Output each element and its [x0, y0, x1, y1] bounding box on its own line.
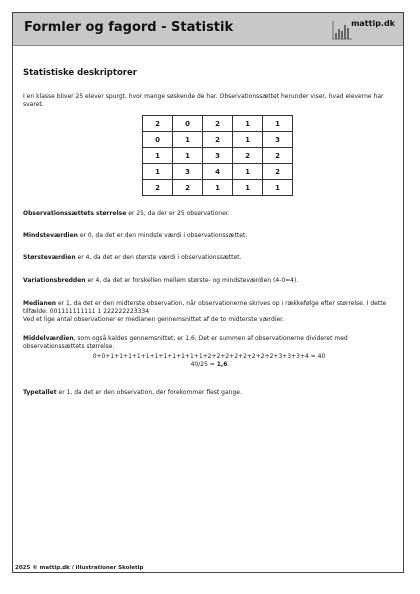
table-cell: 1 [233, 180, 263, 196]
table-cell: 2 [173, 180, 203, 196]
header-bar [13, 13, 403, 46]
mean-result-value: 1,6 [216, 361, 228, 368]
table-cell: 2 [263, 148, 293, 164]
table-cell: 1 [263, 180, 293, 196]
definition-mode [23, 389, 395, 397]
table-cell: 2 [143, 180, 173, 196]
term-max: Størsteværdien [23, 254, 76, 261]
term-min: Mindsteværdien [23, 232, 78, 239]
term-median: Medianen [23, 300, 57, 307]
table-cell: 3 [203, 148, 233, 164]
table-cell: 2 [143, 116, 173, 132]
term-range: Variationsbredden [23, 277, 86, 284]
table-cell: 1 [233, 164, 263, 180]
median-note: Ved et lige antal observationer er medianen gennemsnittet af de to midterste værdier. [23, 316, 284, 323]
observation-table [142, 115, 293, 196]
mean-calculation: 0+0+1+1+1+1+1+1+1+1+1+1+1+2+2+2+2+2+2+2+2+3+3+3+4 = 40 [92, 353, 326, 360]
definition-max [23, 254, 395, 262]
definition-range [23, 277, 395, 285]
definition-text: er 25, da der er 25 observationer. [126, 210, 230, 217]
table-cell: 1 [263, 116, 293, 132]
table-cell: 2 [203, 116, 233, 132]
mean-result-prefix: 40/25 = [190, 361, 217, 368]
table-cell: 1 [173, 132, 203, 148]
table-cell: 1 [143, 148, 173, 164]
table-cell: 2 [203, 132, 233, 148]
table-row [143, 148, 293, 164]
table-cell: 1 [203, 180, 233, 196]
term-mean: Middelværdien [23, 335, 74, 342]
table-cell: 2 [233, 148, 263, 164]
table-row [143, 164, 293, 180]
definition-text: er 4, da det er den største værdi i observationssættet. [75, 254, 242, 261]
footer-credit: 2025 © mattip.dk / illustrationer Skoletip [15, 565, 144, 571]
definition-median [23, 300, 395, 324]
table-cell: 1 [143, 164, 173, 180]
table-cell: 3 [263, 132, 293, 148]
definition-text: er 0, da det er den mindste værdi i observationssættet. [77, 232, 248, 239]
table-cell: 1 [233, 116, 263, 132]
table-row [143, 132, 293, 148]
table-cell: 2 [263, 164, 293, 180]
definition-mean [23, 335, 395, 369]
definition-text: er 1, da det er den observation, der forekommer flest gange. [56, 389, 242, 396]
bar-chart-logo-icon [331, 19, 353, 41]
table-row [143, 116, 293, 132]
mean-paragraph [23, 335, 395, 351]
median-paragraph [23, 300, 395, 316]
definition-min [23, 232, 395, 240]
intro-text: I en klasse bliver 25 elever spurgt, hvor mange søskende de har. Observationssættet herunder viser, hvad eleverne har svaret. [23, 93, 384, 108]
term-mode: Typetallet [23, 389, 57, 396]
worksheet [12, 12, 404, 573]
table-cell: 4 [203, 164, 233, 180]
table-row [143, 180, 293, 196]
table-cell: 1 [233, 132, 263, 148]
page-title: Formler og fagord - Statistik [24, 20, 234, 35]
term-size: Observationssættets størrelse [23, 210, 127, 217]
table-cell: 0 [143, 132, 173, 148]
site-logo: mattip.dk [351, 19, 395, 28]
table-cell: 3 [173, 164, 203, 180]
definition-size [23, 210, 395, 218]
mean-result [23, 361, 395, 369]
definition-text: er 4, da det er forskellen mellem største- og mindsteværdien (4-0=4). [85, 277, 299, 284]
section-title: Statistiske deskriptorer [23, 68, 137, 78]
definition-text: er 1, da det er den midterste observation, når observationerne skrives op i rækkefølge efter størrelse. I dette tilfælde: 001111111111 1 222222223334 [23, 300, 387, 315]
table-cell: 1 [173, 148, 203, 164]
definition-text: , som også kaldes gennemsnittet, er 1,6. Det er summen af observationerne divideret med observationssættets størrelse. [23, 335, 348, 350]
table-cell: 0 [173, 116, 203, 132]
